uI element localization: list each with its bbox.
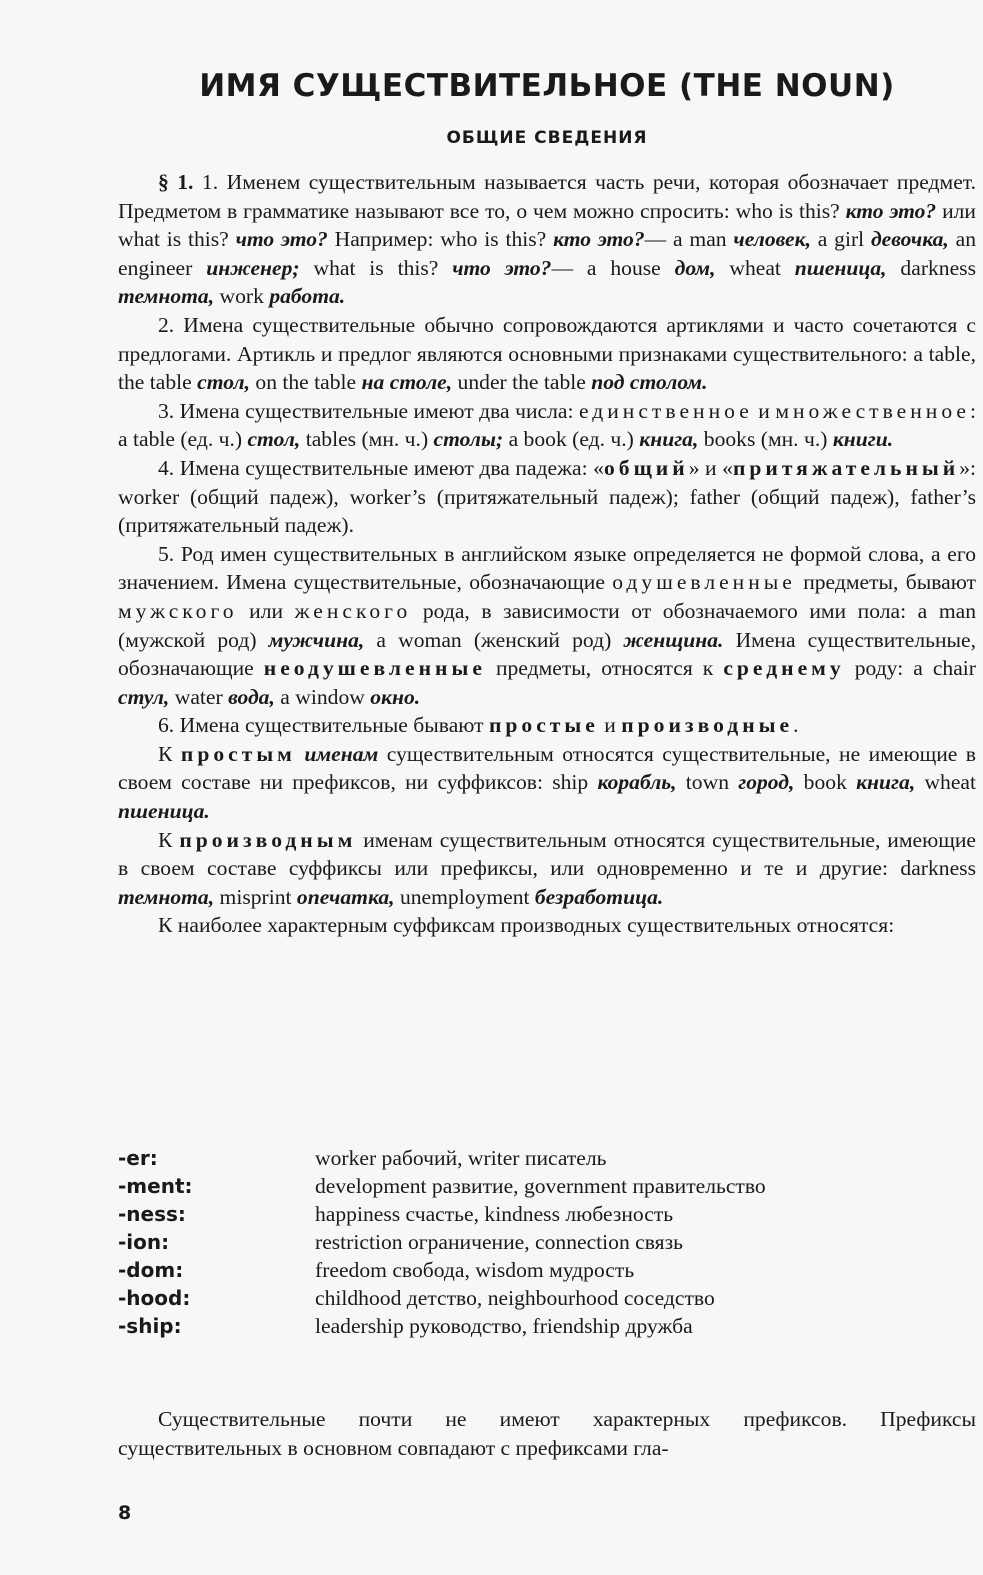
translation: девочка, — [870, 227, 949, 252]
text: under the table — [452, 370, 592, 395]
spaced-term: простые — [488, 713, 599, 738]
text: darkness — [886, 255, 976, 280]
translation: что это? — [235, 227, 328, 252]
spaced-term: неодушевленные — [263, 656, 486, 681]
text: К — [158, 741, 181, 766]
translation: инженер; — [206, 255, 300, 280]
spaced-term: производным — [179, 827, 357, 852]
spaced-term: множественное — [775, 398, 970, 423]
section-subtitle: ОБЩИЕ СВЕДЕНИЯ — [446, 128, 648, 148]
paragraph-7 — [118, 740, 976, 826]
spaced-term: женского — [294, 598, 412, 623]
translation: что это? — [452, 255, 552, 280]
text: : a table (ед. ч.) — [118, 398, 976, 452]
page-title: ИМЯ СУЩЕСТВИТЕЛЬНОЕ (THE NOUN) — [199, 68, 895, 104]
text: a window — [274, 684, 371, 709]
suffix-key: -ment: — [118, 1174, 193, 1198]
text: . — [793, 713, 799, 738]
suffix-examples: worker рабочий, writer писатель — [315, 1146, 607, 1170]
translation: человек, — [733, 227, 811, 252]
translation: пшеница. — [118, 799, 210, 824]
text: wheat — [715, 255, 795, 280]
suffix-key: -ion: — [118, 1230, 170, 1254]
translation: кто это? — [553, 227, 645, 252]
text: предметы, бывают — [795, 570, 976, 595]
suffix-examples: development развитие, government правительство — [315, 1174, 766, 1198]
paragraph-closing: Существительные почти не имеют характерных префиксов. Префиксы существительных в основном совпадают с префиксами гла- — [118, 1407, 976, 1460]
paragraph-1 — [118, 168, 976, 311]
text: work — [214, 284, 270, 309]
text: 4. Имена существительные имеют два падежа: « — [158, 455, 604, 480]
spaced-term: общий — [603, 455, 689, 480]
section-mark: § 1. — [158, 170, 194, 194]
text: unemployment — [394, 884, 535, 909]
paragraph-9: К наиболее характерным суффиксам производных существительных относятся: — [158, 913, 895, 938]
spaced-term: мужского — [118, 598, 238, 623]
spaced-term: простым — [180, 741, 296, 766]
suffix-key: -er: — [118, 1146, 158, 1170]
text: a woman (женский род) — [364, 627, 624, 652]
paragraph-6 — [118, 711, 976, 740]
text: К — [158, 827, 180, 852]
text: — a house — [551, 255, 675, 280]
translation: опечатка, — [296, 884, 395, 909]
text: 3. Имена существительные имеют два числа: — [158, 398, 579, 423]
suffix-key: -ship: — [118, 1314, 182, 1338]
suffix-row — [118, 1146, 976, 1174]
suffix-key: -dom: — [118, 1258, 184, 1282]
translation: город, — [738, 770, 795, 795]
text: Например: who is this? — [327, 227, 554, 252]
text: »: worker (общий падеж), worker’s (притяжательный падеж); father (общий падеж), father’s (притяжательный падеж). — [118, 455, 976, 538]
text: tables (мн. ч.) — [300, 427, 434, 452]
text: или — [237, 598, 295, 623]
suffix-row — [118, 1230, 976, 1258]
text: books (мн. ч.) — [698, 427, 833, 452]
text: book — [794, 770, 857, 795]
translation: корабль, — [597, 770, 677, 795]
emphasis: именам — [304, 741, 379, 766]
translation: столы; — [433, 427, 504, 452]
text: и — [598, 713, 622, 738]
paragraph-3 — [118, 397, 976, 454]
suffix-row — [118, 1258, 976, 1286]
translation: книги. — [832, 427, 894, 452]
translation: стул, — [118, 684, 170, 709]
suffix-table — [118, 1146, 976, 1342]
text: water — [169, 684, 229, 709]
spaced-term: среднему — [723, 656, 845, 681]
translation: книга, — [856, 770, 916, 795]
translation: под столом. — [591, 370, 708, 395]
text: рода, в зависимости от обозначаемого ими пола: a man (мужской род) — [118, 598, 976, 652]
translation: вода, — [228, 684, 275, 709]
suffix-examples: happiness счастье, kindness любезность — [315, 1202, 674, 1226]
translation: пшеница, — [794, 255, 887, 280]
translation: мужчина, — [268, 627, 365, 652]
translation: работа. — [269, 284, 346, 309]
suffix-examples: childhood детство, neighbourhood соседство — [315, 1286, 715, 1310]
body-text — [118, 168, 976, 940]
translation: темнота, — [118, 884, 215, 909]
suffix-examples: leadership руководство, friendship дружба — [315, 1314, 693, 1338]
page — [118, 0, 976, 1575]
translation: книга, — [639, 427, 699, 452]
spaced-term: производные — [621, 713, 794, 738]
text: роду: a chair — [844, 656, 976, 681]
text: предметы, относятся к — [485, 656, 724, 681]
paragraph-4 — [118, 454, 976, 540]
suffix-key: -ness: — [118, 1202, 186, 1226]
text: on the table — [250, 370, 362, 395]
suffix-row — [118, 1174, 976, 1202]
text: Именем существительным называется часть речи, которая обозначает предмет. Предметом в грамматике называют все то, о чем можно спросить: who is this? — [118, 170, 977, 223]
text: существительным относятся существительные, не имеющие в своем составе ни префиксов, ни суффиксов: ship — [118, 741, 977, 795]
text: misprint — [214, 884, 297, 909]
text: или what is this? — [118, 198, 976, 252]
spaced-term: притяжательный — [732, 455, 960, 480]
text: town — [676, 770, 739, 795]
translation: дом, — [674, 255, 716, 280]
item-number: 1. — [201, 170, 219, 194]
closing-text — [118, 1405, 976, 1463]
text: 5. Род имен существительных в английском языке определяется не формой слова, а его значением. Имена существительные, обозначающие — [118, 541, 976, 595]
text: 6. Имена существительные бывают — [158, 713, 489, 738]
text: a book (ед. ч.) — [503, 427, 640, 452]
translation: на столе, — [361, 370, 453, 395]
suffix-examples: freedom свобода, wisdom мудрость — [315, 1258, 635, 1282]
text: 2. Имена существительные обычно сопровождаются артиклями и часто сочетаются с предлогами. Артикль и предлог являются основными признаками существительного: a table, the table — [118, 312, 976, 395]
translation: стол, — [247, 427, 301, 452]
page-number: 8 — [118, 1502, 132, 1524]
paragraph-2 — [118, 311, 976, 397]
text: — a man — [644, 227, 734, 252]
text: what is this? — [299, 255, 453, 280]
suffix-row — [118, 1202, 976, 1230]
translation: окно. — [370, 684, 421, 709]
text: и — [752, 398, 776, 423]
text: an engineer — [118, 227, 976, 280]
spaced-term: единственное — [578, 398, 753, 423]
text: Имена существительные, обозначающие — [118, 627, 976, 681]
translation: темнота, — [118, 284, 215, 309]
suffix-row — [118, 1286, 976, 1314]
text: » и « — [688, 455, 733, 480]
spaced-term: одушевленные — [612, 570, 796, 595]
text: именам существительным относятся существительные, имеющие в своем составе суффиксы или префиксы, или одновременно и те и другие: darkness — [118, 827, 976, 881]
suffix-key: -hood: — [118, 1286, 191, 1310]
suffix-examples: restriction ограничение, connection связь — [315, 1230, 683, 1254]
translation: стол, — [197, 370, 250, 395]
paragraph-8 — [118, 826, 976, 912]
text: wheat — [915, 770, 977, 795]
translation: женщина. — [623, 627, 724, 652]
suffix-row — [118, 1314, 976, 1342]
translation: безработица. — [534, 884, 664, 909]
paragraph-5 — [118, 540, 976, 712]
text: a girl — [810, 227, 871, 252]
translation: кто это? — [845, 198, 937, 223]
